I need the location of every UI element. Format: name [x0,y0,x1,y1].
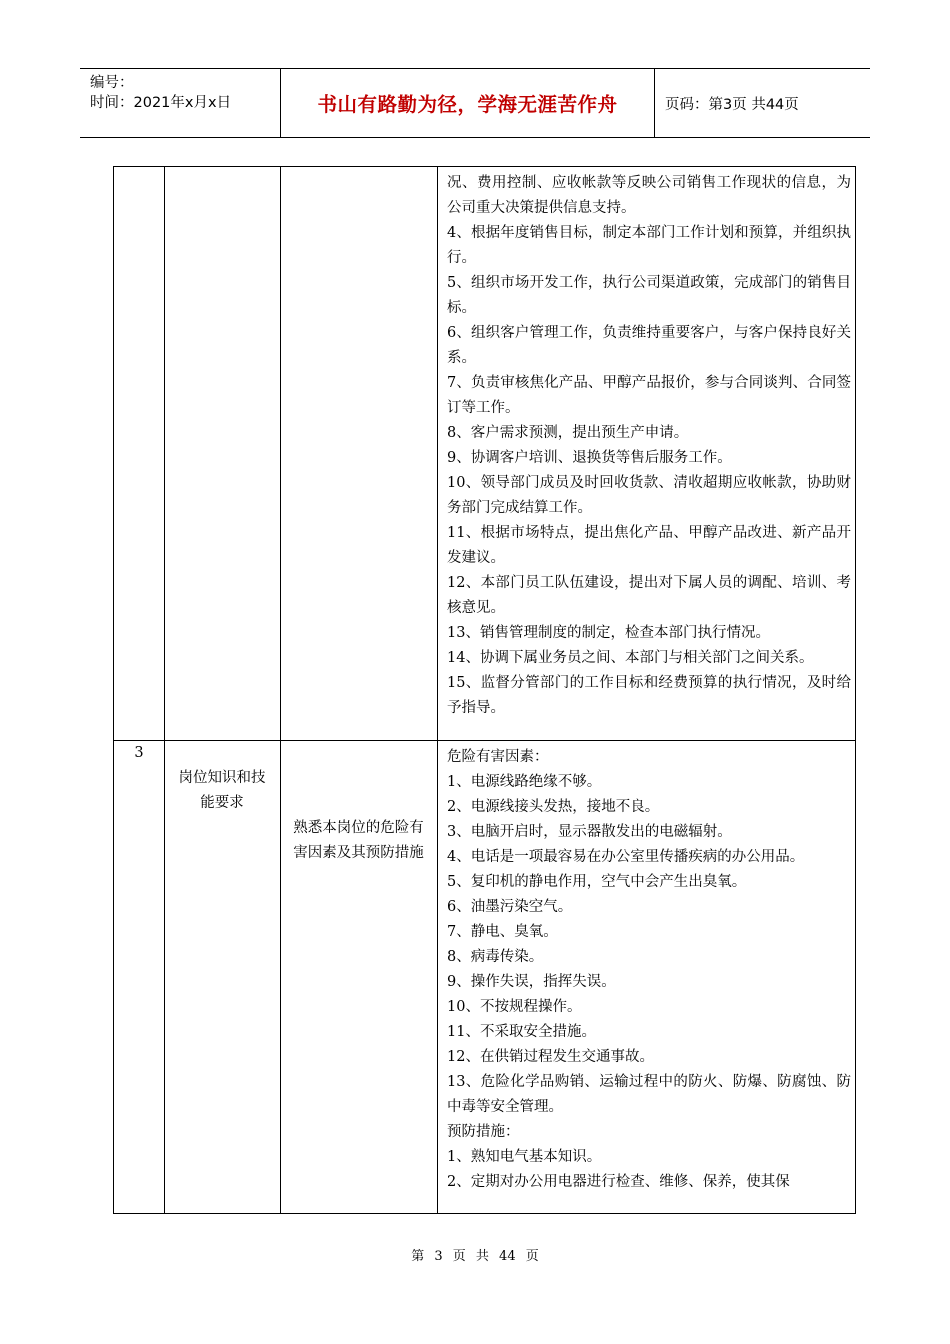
duty-continuation-cell [447,171,851,721]
prevention-heading: 预防措施： [447,1124,520,1140]
header-motto: 书山有路勤为径，学海无涯苦作舟 [317,93,618,116]
duty-line: 11、根据市场特点，提出焦化产品、甲醇产品改进、新产品开发建议。 [447,525,851,566]
hazard-heading: 危险有害因素： [447,749,549,765]
header-meta [90,73,231,113]
hazard-line: 8、病毒传染。 [447,949,544,965]
duty-line: 7、负责审核焦化产品、甲醇产品报价，参与合同谈判、合同签订等工作。 [447,375,851,416]
duty-line: 9、协调客户培训、退换货等售后服务工作。 [447,450,732,466]
serial-label: 编号： [90,75,134,91]
column-divider [280,167,281,1213]
duty-line: 5、组织市场开发工作，执行公司渠道政策，完成部门的销售目标。 [447,275,851,316]
prevention-line: 2、定期对办公用电器进行检查、维修、保养，使其保 [447,1174,790,1190]
requirement-label: 熟悉本岗位的危险有害因素及其预防措施 [293,820,424,861]
time-label: 时间：2021年x月x日 [90,95,232,111]
hazard-line: 10、不按规程操作。 [447,999,582,1015]
row-number: 3 [134,745,144,761]
duty-table [113,166,856,1214]
hazard-line: 13、危险化学品购销、运输过程中的防火、防爆、防腐蚀、防中毒等安全管理。 [447,1074,851,1115]
hazard-line: 9、操作失误，指挥失误。 [447,974,616,990]
duty-line: 况、费用控制、应收帐款等反映公司销售工作现状的信息，为公司重大决策提供信息支持。 [447,175,851,216]
hazard-line: 5、复印机的静电作用，空气中会产生出臭氧。 [447,874,747,890]
hazard-cell [447,745,851,1195]
header-divider [654,69,655,137]
hazard-line: 4、电话是一项最容易在办公室里传播疾病的办公用品。 [447,849,805,865]
hazard-line: 1、电源线路绝缘不够。 [447,774,602,790]
duty-line: 15、监督分管部门的工作目标和经费预算的执行情况，及时给予指导。 [447,675,851,716]
hazard-line: 6、油墨污染空气。 [447,899,573,915]
page-footer: 第 3 页 共 44 页 [411,1249,539,1264]
duty-line: 12、本部门员工队伍建设，提出对下属人员的调配、培训、考核意见。 [447,575,851,616]
duty-line: 8、客户需求预测，提出预生产申请。 [447,425,689,441]
hazard-line: 3、电脑开启时，显示器散发出的电磁辐射。 [447,824,732,840]
hazard-line: 2、电源线接头发热，接地不良。 [447,799,660,815]
page-header [80,68,870,138]
hazard-line: 11、不采取安全措施。 [447,1024,596,1040]
item-label: 岗位知识和技能要求 [178,770,266,811]
duty-line: 6、组织客户管理工作，负责维持重要客户，与客户保持良好关系。 [447,325,851,366]
duty-line: 14、协调下属业务员之间、本部门与相关部门之间关系。 [447,650,814,666]
hazard-line: 12、在供销过程发生交通事故。 [447,1049,654,1065]
duty-line: 4、根据年度销售目标，制定本部门工作计划和预算，并组织执行。 [447,225,851,266]
header-page-info: 页码：第3页 共44页 [665,96,799,113]
prevention-line: 1、熟知电气基本知识。 [447,1149,602,1165]
column-divider [164,167,165,1213]
column-divider [437,167,438,1213]
duty-line: 13、销售管理制度的制定，检查本部门执行情况。 [447,625,770,641]
hazard-line: 7、静电、臭氧。 [447,924,558,940]
row-divider [114,740,855,741]
duty-line: 10、领导部门成员及时回收货款、清收超期应收帐款，协助财务部门完成结算工作。 [447,475,851,516]
